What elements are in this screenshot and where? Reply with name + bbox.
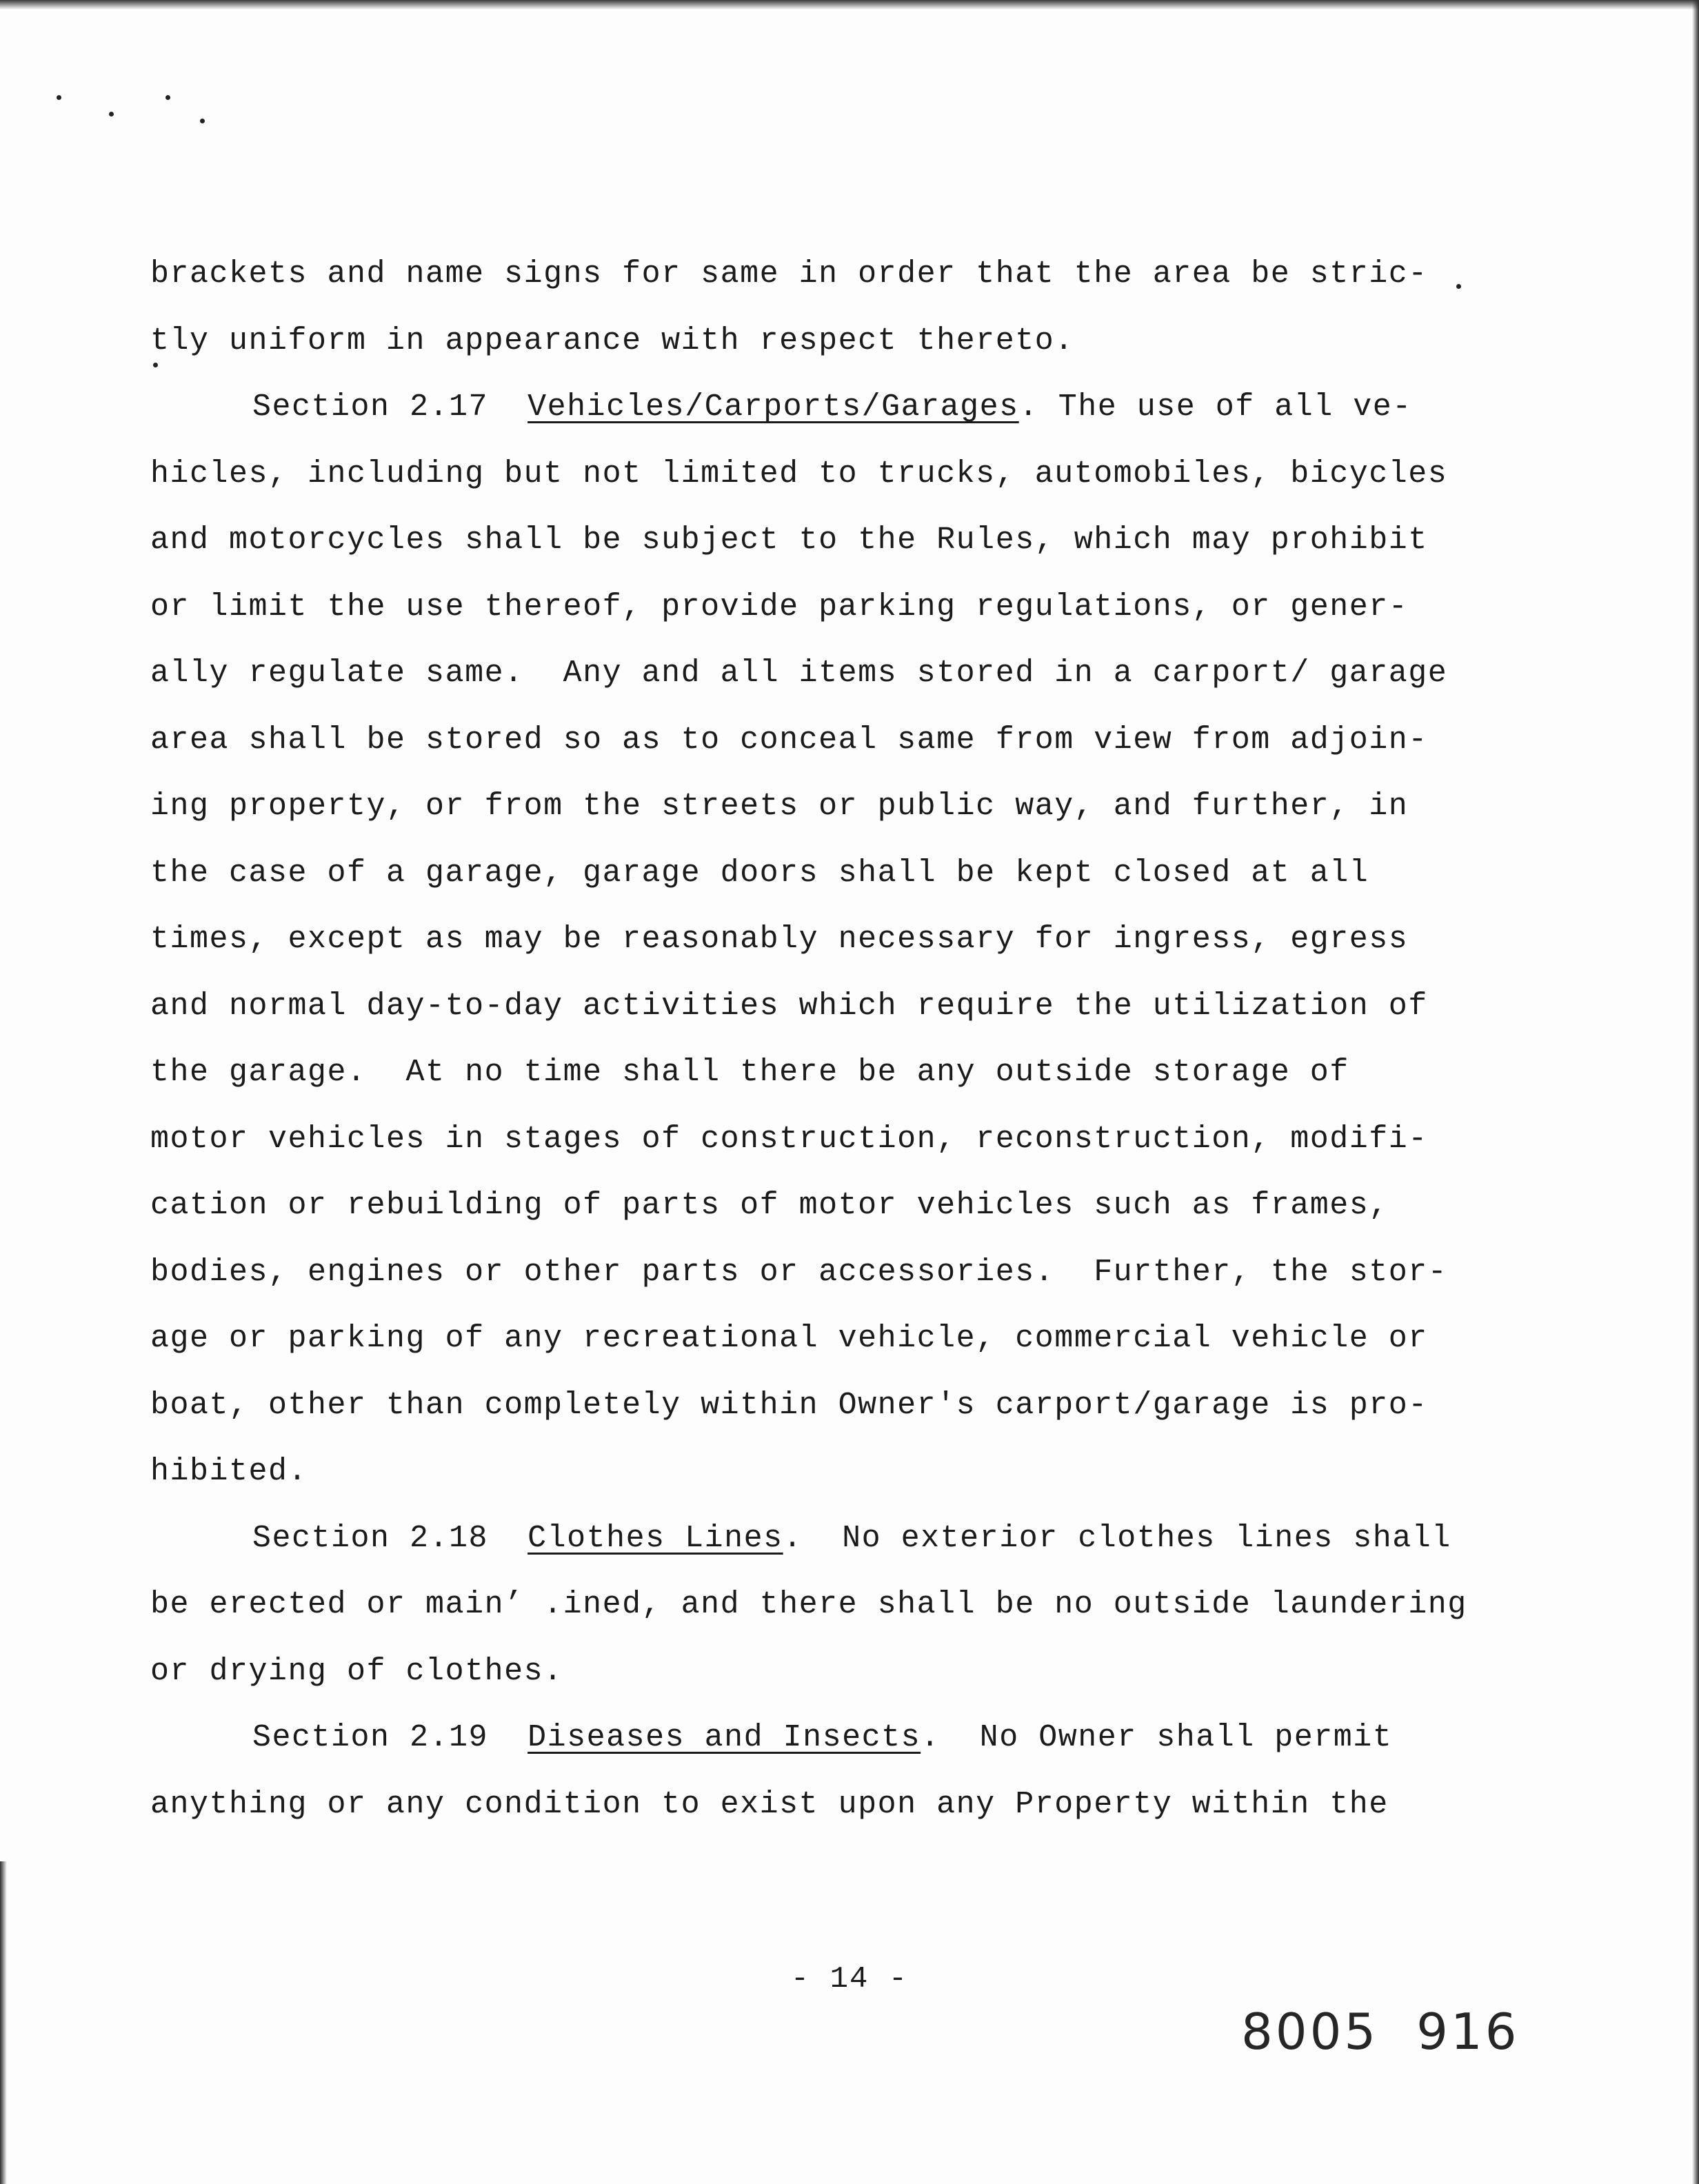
section-heading: Diseases and Insects (527, 1720, 921, 1755)
section-2-18-heading-line (150, 1506, 1529, 1573)
section-2-19-heading-line (150, 1705, 1529, 1772)
text-line: . No exterior clothes lines shall (783, 1520, 1451, 1556)
text-line: area shall be stored so as to conceal same from view from adjoin- (150, 722, 1428, 758)
section-heading: Clothes Lines (527, 1520, 783, 1556)
text-line: hicles, including but not limited to trucks, automobiles, bicycles (150, 456, 1448, 492)
section-number: Section 2.19 (252, 1720, 489, 1755)
text-line: motor vehicles in stages of construction, reconstruction, modifi- (150, 1121, 1428, 1157)
document-number: 8005 916 (1241, 2003, 1520, 2061)
scan-edge-right (1692, 0, 1699, 2184)
section-number: Section 2.17 (252, 390, 489, 425)
text-line: cation or rebuilding of parts of motor vehicles such as frames, (150, 1188, 1389, 1223)
text-line: and motorcycles shall be subject to the Rules, which may prohibit (150, 523, 1428, 558)
text-line: hibited. (150, 1454, 308, 1489)
text-line: ing property, or from the streets or public way, and further, in (150, 789, 1409, 824)
text-line: . No Owner shall permit (921, 1720, 1393, 1755)
page-number: - 14 - (790, 1962, 909, 1996)
scan-speck (165, 95, 170, 100)
body-text (150, 241, 1529, 1838)
text-line: or drying of clothes. (150, 1653, 563, 1689)
text-line: the case of a garage, garage doors shall be kept closed at all (150, 855, 1369, 891)
text-line: and normal day-to-day activities which require the utilization of (150, 988, 1428, 1024)
text-line: bodies, engines or other parts or accessories. Further, the stor- (150, 1254, 1448, 1290)
text-line: be erected or main’ .ined, and there shall be no outside laundering (150, 1587, 1467, 1622)
scan-edge-left (0, 1861, 7, 2184)
scan-edge-top (0, 0, 1699, 10)
section-heading: Vehicles/Carports/Garages (527, 390, 1019, 425)
text-line: ally regulate same. Any and all items stored in a carport/ garage (150, 656, 1448, 691)
scan-speck (200, 119, 205, 123)
text-line: brackets and name signs for same in order that the area be stric- (150, 256, 1428, 292)
section-number: Section 2.18 (252, 1520, 489, 1556)
text-line: the garage. At no time shall there be any outside storage of (150, 1055, 1349, 1090)
scan-speck (57, 95, 61, 100)
text-line: anything or any condition to exist upon any Property within the (150, 1786, 1389, 1822)
text-line: tly uniform in appearance with respect thereto. (150, 323, 1074, 358)
scan-speck (109, 112, 114, 117)
text-line: age or parking of any recreational vehicle, commercial vehicle or (150, 1321, 1428, 1356)
section-2-17-heading-line (150, 374, 1529, 441)
text-line: . The use of all ve- (1018, 390, 1412, 425)
text-line: times, except as may be reasonably necessary for ingress, egress (150, 922, 1409, 957)
text-line: or limit the use thereof, provide parking regulations, or gener- (150, 589, 1409, 625)
text-line: boat, other than completely within Owner's carport/garage is pro- (150, 1387, 1428, 1423)
